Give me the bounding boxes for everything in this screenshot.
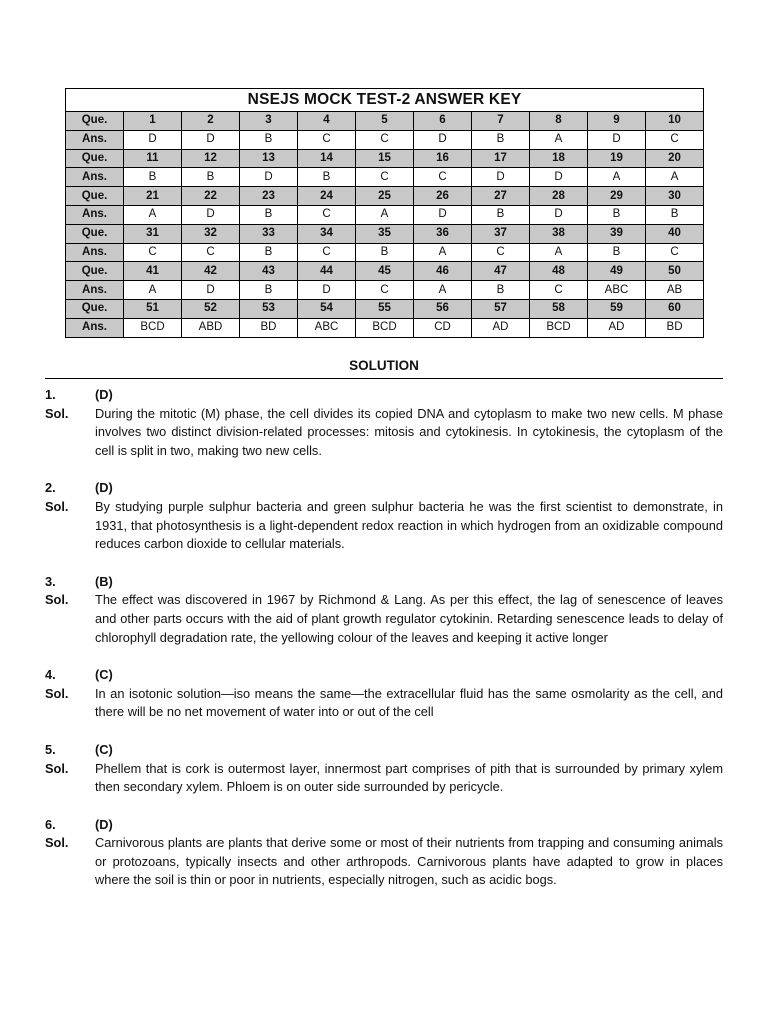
sol-label: Sol. xyxy=(45,835,69,851)
answer-cell: D xyxy=(588,130,646,149)
answer-row xyxy=(66,168,704,187)
question-number-cell: 27 xyxy=(472,187,530,206)
question-number-cell: 60 xyxy=(646,299,704,318)
answer-cell: BCD xyxy=(124,318,182,337)
answer-cell: AD xyxy=(472,318,530,337)
question-number-cell: 1 xyxy=(124,112,182,131)
answer-cell: C xyxy=(298,130,356,149)
question-number-cell: 32 xyxy=(182,224,240,243)
question-row xyxy=(66,112,704,131)
question-number-cell: 38 xyxy=(530,224,588,243)
question-number-cell: 54 xyxy=(298,299,356,318)
answer-cell: A xyxy=(646,168,704,187)
solution-text: The effect was discovered in 1967 by Richmond & Lang. As per this effect, the lag of senescence of leaves and other parts occurs with the aid of plant growth regulator cytokinin. Retarding senescence leads to delay of chlorophyll degradation rate, the yellowing colour of the leaves and keeping it active longer xyxy=(95,592,723,645)
que-label: Que. xyxy=(66,112,124,131)
answer-cell: A xyxy=(414,281,472,300)
solution-text: By studying purple sulphur bacteria and green sulphur bacteria he was the first scientist to demonstrate, in 1931, that photosynthesis is a light-dependent redox reaction in which hydrogen from an oxidizable compound reduces carbon dioxide to cellular materials. xyxy=(95,498,723,552)
question-number-cell: 16 xyxy=(414,149,472,168)
question-number-cell: 5 xyxy=(356,112,414,131)
question-number: 2. xyxy=(45,480,56,496)
answer-cell: B xyxy=(182,168,240,187)
sol-label: Sol. xyxy=(45,685,69,701)
answer-cell: B xyxy=(124,168,182,187)
answer-cell: C xyxy=(530,281,588,300)
question-number-cell: 15 xyxy=(356,149,414,168)
question-number-cell: 13 xyxy=(240,149,298,168)
question-number-cell: 4 xyxy=(298,112,356,131)
que-label: Que. xyxy=(66,299,124,318)
ans-label: Ans. xyxy=(66,281,124,300)
answer-cell: C xyxy=(646,243,704,262)
question-number-cell: 6 xyxy=(414,112,472,131)
question-number-cell: 7 xyxy=(472,112,530,131)
solution-item xyxy=(45,479,723,553)
question-number: 5. xyxy=(45,741,56,757)
question-number-cell: 24 xyxy=(298,187,356,206)
question-number-cell: 50 xyxy=(646,262,704,281)
question-number-cell: 20 xyxy=(646,149,704,168)
answer-cell: B xyxy=(240,243,298,262)
question-number-cell: 8 xyxy=(530,112,588,131)
answer-row xyxy=(66,243,704,262)
answer-cell: CD xyxy=(414,318,472,337)
solution-item xyxy=(45,816,723,890)
answer-key-title: NSEJS MOCK TEST-2 ANSWER KEY xyxy=(66,89,704,112)
question-number-cell: 45 xyxy=(356,262,414,281)
question-number-cell: 31 xyxy=(124,224,182,243)
solution-heading: SOLUTION xyxy=(349,358,419,373)
answer-cell: B xyxy=(588,205,646,224)
answer-cell: B xyxy=(240,205,298,224)
question-number-cell: 44 xyxy=(298,262,356,281)
answer-cell: ABC xyxy=(588,281,646,300)
question-row xyxy=(66,299,704,318)
question-row xyxy=(66,262,704,281)
sol-label: Sol. xyxy=(45,498,69,514)
ans-label: Ans. xyxy=(66,318,124,337)
answer-cell: C xyxy=(298,205,356,224)
answer-cell: C xyxy=(182,243,240,262)
answer-cell: B xyxy=(472,281,530,300)
question-number-cell: 2 xyxy=(182,112,240,131)
question-row xyxy=(66,187,704,206)
ans-label: Ans. xyxy=(66,205,124,224)
que-label: Que. xyxy=(66,149,124,168)
answer-cell: B xyxy=(472,130,530,149)
answer-cell: D xyxy=(414,130,472,149)
solution-answer: (D) xyxy=(95,816,113,832)
question-number-cell: 26 xyxy=(414,187,472,206)
sol-label: Sol. xyxy=(45,760,69,776)
answer-cell: B xyxy=(240,130,298,149)
sol-label: Sol. xyxy=(45,592,69,608)
solution-answer: (C) xyxy=(95,667,113,683)
solution-text: In an isotonic solution—iso means the same—the extracellular fluid has the same osmolarity as the cell, and there will be no net movement of water into or out of the cell xyxy=(95,685,723,720)
solutions-list xyxy=(45,386,723,909)
question-number-cell: 18 xyxy=(530,149,588,168)
question-number-cell: 21 xyxy=(124,187,182,206)
answer-cell: D xyxy=(414,205,472,224)
question-number-cell: 59 xyxy=(588,299,646,318)
solution-text: Phellem that is cork is outermost layer, innermost part comprises of pith that is surrounded by primary xylem then secondary xylem. Phloem is on outer side surrounded by pericycle. xyxy=(95,760,723,795)
que-label: Que. xyxy=(66,187,124,206)
ans-label: Ans. xyxy=(66,130,124,149)
question-number-cell: 12 xyxy=(182,149,240,168)
answer-cell: B xyxy=(240,281,298,300)
answer-cell: D xyxy=(472,168,530,187)
question-number-cell: 46 xyxy=(414,262,472,281)
answer-cell: D xyxy=(530,205,588,224)
question-number-cell: 17 xyxy=(472,149,530,168)
answer-cell: AB xyxy=(646,281,704,300)
answer-cell: BD xyxy=(646,318,704,337)
question-number-cell: 43 xyxy=(240,262,298,281)
question-number-cell: 41 xyxy=(124,262,182,281)
question-number-cell: 30 xyxy=(646,187,704,206)
question-number-cell: 40 xyxy=(646,224,704,243)
answer-cell: C xyxy=(124,243,182,262)
question-number-cell: 10 xyxy=(646,112,704,131)
answer-cell: D xyxy=(182,130,240,149)
answer-cell: C xyxy=(472,243,530,262)
answer-cell: D xyxy=(298,281,356,300)
question-number-cell: 48 xyxy=(530,262,588,281)
answer-key-table xyxy=(65,88,704,338)
answer-cell: A xyxy=(356,205,414,224)
answer-cell: D xyxy=(240,168,298,187)
question-number-cell: 47 xyxy=(472,262,530,281)
question-number-cell: 37 xyxy=(472,224,530,243)
answer-cell: A xyxy=(588,168,646,187)
question-number-cell: 55 xyxy=(356,299,414,318)
answer-cell: B xyxy=(298,168,356,187)
solution-text: During the mitotic (M) phase, the cell divides its copied DNA and cytoplasm to make two new cells. M phase involves two distinct division-related processes: mitosis and cytokinesis. In cytokinesis, the cytoplasm of the cell is split in two, making two new cells. xyxy=(95,405,723,458)
ans-label: Ans. xyxy=(66,243,124,262)
question-number-cell: 19 xyxy=(588,149,646,168)
solution-answer: (C) xyxy=(95,741,113,757)
solution-divider xyxy=(45,378,723,379)
question-number-cell: 39 xyxy=(588,224,646,243)
solution-item xyxy=(45,666,723,722)
answer-cell: A xyxy=(530,243,588,262)
question-number-cell: 33 xyxy=(240,224,298,243)
answer-cell: BD xyxy=(240,318,298,337)
answer-cell: B xyxy=(472,205,530,224)
solution-item xyxy=(45,741,723,797)
question-number-cell: 23 xyxy=(240,187,298,206)
question-number-cell: 9 xyxy=(588,112,646,131)
answer-key-body xyxy=(66,112,704,338)
question-number-cell: 49 xyxy=(588,262,646,281)
question-number-cell: 52 xyxy=(182,299,240,318)
answer-cell: D xyxy=(124,130,182,149)
answer-cell: C xyxy=(414,168,472,187)
question-number-cell: 14 xyxy=(298,149,356,168)
question-number-cell: 51 xyxy=(124,299,182,318)
answer-cell: C xyxy=(298,243,356,262)
answer-cell: D xyxy=(182,281,240,300)
question-number-cell: 56 xyxy=(414,299,472,318)
sol-label: Sol. xyxy=(45,405,69,421)
solution-answer: (B) xyxy=(95,573,113,589)
question-number-cell: 36 xyxy=(414,224,472,243)
solution-item xyxy=(45,386,723,460)
question-number-cell: 3 xyxy=(240,112,298,131)
answer-cell: B xyxy=(646,205,704,224)
question-number-cell: 11 xyxy=(124,149,182,168)
answer-cell: A xyxy=(530,130,588,149)
solution-answer: (D) xyxy=(95,480,113,496)
answer-row xyxy=(66,281,704,300)
answer-cell: BCD xyxy=(530,318,588,337)
question-number-cell: 58 xyxy=(530,299,588,318)
que-label: Que. xyxy=(66,224,124,243)
answer-cell: C xyxy=(356,168,414,187)
answer-cell: A xyxy=(124,281,182,300)
answer-cell: AD xyxy=(588,318,646,337)
answer-cell: ABD xyxy=(182,318,240,337)
question-number-cell: 29 xyxy=(588,187,646,206)
answer-cell: C xyxy=(356,281,414,300)
question-number: 6. xyxy=(45,816,56,832)
question-number-cell: 53 xyxy=(240,299,298,318)
answer-cell: B xyxy=(588,243,646,262)
solution-text: Carnivorous plants are plants that derive some or most of their nutrients from trapping and consuming animals or protozoans, typically insects and other arthropods. Carnivorous plants have adapted to grow in places where the soil is thin or poor in nutrients, especially nitrogen, such as acidic bogs. xyxy=(95,835,723,888)
answer-cell: D xyxy=(530,168,588,187)
question-number-cell: 57 xyxy=(472,299,530,318)
question-row xyxy=(66,149,704,168)
ans-label: Ans. xyxy=(66,168,124,187)
answer-row xyxy=(66,205,704,224)
question-number: 3. xyxy=(45,573,56,589)
question-number-cell: 28 xyxy=(530,187,588,206)
question-number: 1. xyxy=(45,387,56,402)
question-number: 4. xyxy=(45,667,56,683)
solution-answer: (D) xyxy=(95,387,113,402)
que-label: Que. xyxy=(66,262,124,281)
answer-cell: A xyxy=(414,243,472,262)
answer-cell: BCD xyxy=(356,318,414,337)
question-number-cell: 35 xyxy=(356,224,414,243)
question-number-cell: 34 xyxy=(298,224,356,243)
answer-cell: B xyxy=(356,243,414,262)
answer-cell: A xyxy=(124,205,182,224)
answer-row xyxy=(66,130,704,149)
answer-row xyxy=(66,318,704,337)
question-number-cell: 42 xyxy=(182,262,240,281)
question-number-cell: 25 xyxy=(356,187,414,206)
question-row xyxy=(66,224,704,243)
answer-cell: C xyxy=(646,130,704,149)
answer-cell: ABC xyxy=(298,318,356,337)
answer-cell: D xyxy=(182,205,240,224)
question-number-cell: 22 xyxy=(182,187,240,206)
solution-item xyxy=(45,573,723,647)
answer-cell: C xyxy=(356,130,414,149)
